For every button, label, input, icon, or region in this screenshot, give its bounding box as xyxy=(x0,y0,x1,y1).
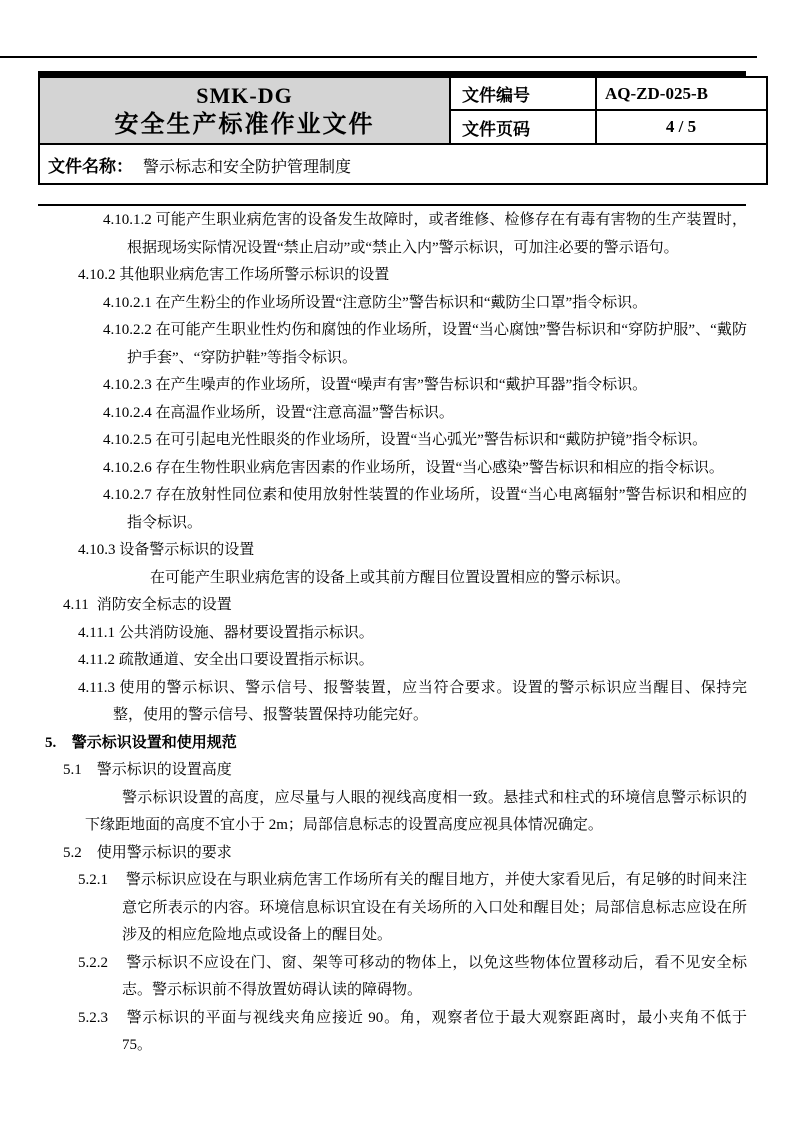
clause-number: 4.11.3 xyxy=(78,679,115,696)
para-4-10-2-2 xyxy=(0,317,747,372)
clause-text: 在高温作业场所，设置“注意高温”警告标识。 xyxy=(155,404,454,421)
para-5-2 xyxy=(0,840,747,868)
para-4-10-2-3 xyxy=(0,372,747,400)
page-no-label: 文件页码 xyxy=(450,110,596,144)
header-logo-cell xyxy=(39,77,450,144)
para-5-1 xyxy=(0,757,747,785)
top-rule xyxy=(0,56,757,58)
clause-text: 警示标识的设置高度 xyxy=(96,762,232,778)
doc-no-value: AQ-ZD-025-B xyxy=(596,77,767,110)
clause-text: 疏散通道、安全出口要设置指示标识。 xyxy=(118,652,374,668)
para-5-2-2 xyxy=(0,950,747,1005)
clause-number: 4.11.1 xyxy=(78,624,115,641)
doc-name-row xyxy=(39,144,767,184)
clause-number: 5.2.2 xyxy=(78,954,108,971)
clause-text: 可能产生职业病危害的设备发生故障时，或者维修、检修存在有毒有害物的生产装置时，根据现场实际情况设置“禁止启动”或“禁止入内”警示标识，可加注必要的警示语句。 xyxy=(127,212,747,256)
clause-number: 4.10.1.2 xyxy=(103,212,152,228)
para-4-10-2-4 xyxy=(0,400,747,428)
para-4-10-2-7 xyxy=(0,482,747,537)
page-no-value: 4 / 5 xyxy=(596,110,767,144)
clause-number: 4.10.2.6 xyxy=(103,459,152,476)
para-4-10-2-6 xyxy=(0,455,747,483)
para-4-10-2-1 xyxy=(0,290,747,318)
para-4-11 xyxy=(0,592,747,620)
doc-name-label: 文件名称： xyxy=(48,156,133,176)
clause-number: 4.10.2.2 xyxy=(103,322,152,338)
clause-number: 4.10.2.1 xyxy=(103,294,152,311)
clause-number: 4.10.2 xyxy=(78,267,116,283)
clause-number: 5.2 xyxy=(63,844,82,861)
clause-text: 公共消防设施、器材要设置指示标识。 xyxy=(118,624,374,641)
para-4-11-1 xyxy=(0,620,747,648)
para-5-2-1 xyxy=(0,867,747,950)
para-4-10-2-5 xyxy=(0,427,747,455)
clause-number: 4.10.2.7 xyxy=(103,487,152,503)
doc-type-title: 安全生产标准作业文件 xyxy=(114,112,375,138)
clause-text: 使用的警示标识、警示信号、报警装置，应当符合要求。设置的警示标识应当醒目、保持完整，使用的警示信号、报警装置保持功能完好。 xyxy=(113,679,748,723)
clause-text: 存在放射性同位素和使用放射性装置的作业场所，设置“当心电离辐射”警告标识和相应的指令标识。 xyxy=(127,487,748,531)
clause-number: 5. xyxy=(45,734,57,751)
clause-number: 4.11.2 xyxy=(78,652,115,668)
clause-number: 5.2.3 xyxy=(78,1009,108,1026)
clause-text: 存在生物性职业病危害因素的作业场所，设置“当心感染”警告标识和相应的指令标识。 xyxy=(155,459,724,476)
clause-number: 4.11 xyxy=(63,597,89,613)
para-4-11-3 xyxy=(0,675,747,730)
doc-no-label: 文件编号 xyxy=(450,77,596,110)
header-separator-rule xyxy=(38,204,746,206)
clause-text: 在可能产生职业性灼伤和腐蚀的作业场所，设置“当心腐蚀”警告标识和“穿防护服”、“戴防护手套”、“穿防护鞋”等指令标识。 xyxy=(127,322,747,366)
para-4-10-2 xyxy=(0,262,747,290)
para-5-heading xyxy=(0,730,747,758)
clause-text: 消防安全标志的设置 xyxy=(96,597,232,613)
clause-number: 4.10.2.3 xyxy=(103,377,152,393)
para-4-11-2 xyxy=(0,647,747,675)
para-4-10-3 xyxy=(0,537,747,565)
clause-text: 使用警示标识的要求 xyxy=(96,844,232,861)
clause-number: 5.2.1 xyxy=(78,872,108,888)
doc-name-value: 警示标志和安全防护管理制度 xyxy=(143,158,352,176)
para-5-1-body xyxy=(0,785,747,840)
clause-text: 在产生粉尘的作业场所设置“注意防尘”警告标识和“戴防尘口罩”指令标识。 xyxy=(155,294,648,311)
clause-text: 警示标识不应设在门、窗、架等可移动的物体上，以免这些物体位置移动后，看不见安全标志。警示标识前不得放置妨碍认读的障碍物。 xyxy=(122,954,747,998)
clause-text: 其他职业病危害工作场所警示标识的设置 xyxy=(119,267,390,283)
header-table xyxy=(38,76,768,185)
company-code: SMK-DG xyxy=(196,83,293,108)
clause-number: 4.10.3 xyxy=(78,542,116,558)
clause-text: 在可引起电光性眼炎的作业场所，设置“当心弧光”警告标识和“戴防护镜”指令标识。 xyxy=(155,432,708,448)
clause-text: 警示标识设置和使用规范 xyxy=(71,734,237,751)
clause-number: 4.10.2.4 xyxy=(103,404,152,421)
para-4-10-1-2 xyxy=(0,207,747,262)
clause-text: 警示标识设置的高度，应尽量与人眼的视线高度相一致。悬挂式和柱式的环境信息警示标识的下缘距地面的高度不宜小于 2m；局部信息标志的设置高度应视具体情况确定。 xyxy=(85,789,747,833)
clause-text: 在可能产生职业病危害的设备上或其前方醒目位置设置相应的警示标识。 xyxy=(150,569,631,586)
para-5-2-3 xyxy=(0,1005,747,1060)
clause-text: 在产生噪声的作业场所，设置“噪声有害”警告标识和“戴护耳器”指令标识。 xyxy=(155,377,648,393)
clause-text: 警示标识应设在与职业病危害工作场所有关的醒目地方，并使大家看见后，有足够的时间来注意它所表示的内容。环境信息标识宜设在有关场所的入口处和醒目处；局部信息标志应设在所涉及的相应危险地点或设备上的醒目处。 xyxy=(122,872,747,943)
para-4-10-3-body xyxy=(0,565,747,593)
clause-number: 5.1 xyxy=(63,762,82,778)
clause-number: 4.10.2.5 xyxy=(103,432,152,448)
doc-body xyxy=(0,207,793,1060)
clause-text: 警示标识的平面与视线夹角应接近 90。角，观察者位于最大观察距离时，最小夹角不低于 75。 xyxy=(122,1009,747,1053)
clause-text: 设备警示标识的设置 xyxy=(119,542,255,558)
